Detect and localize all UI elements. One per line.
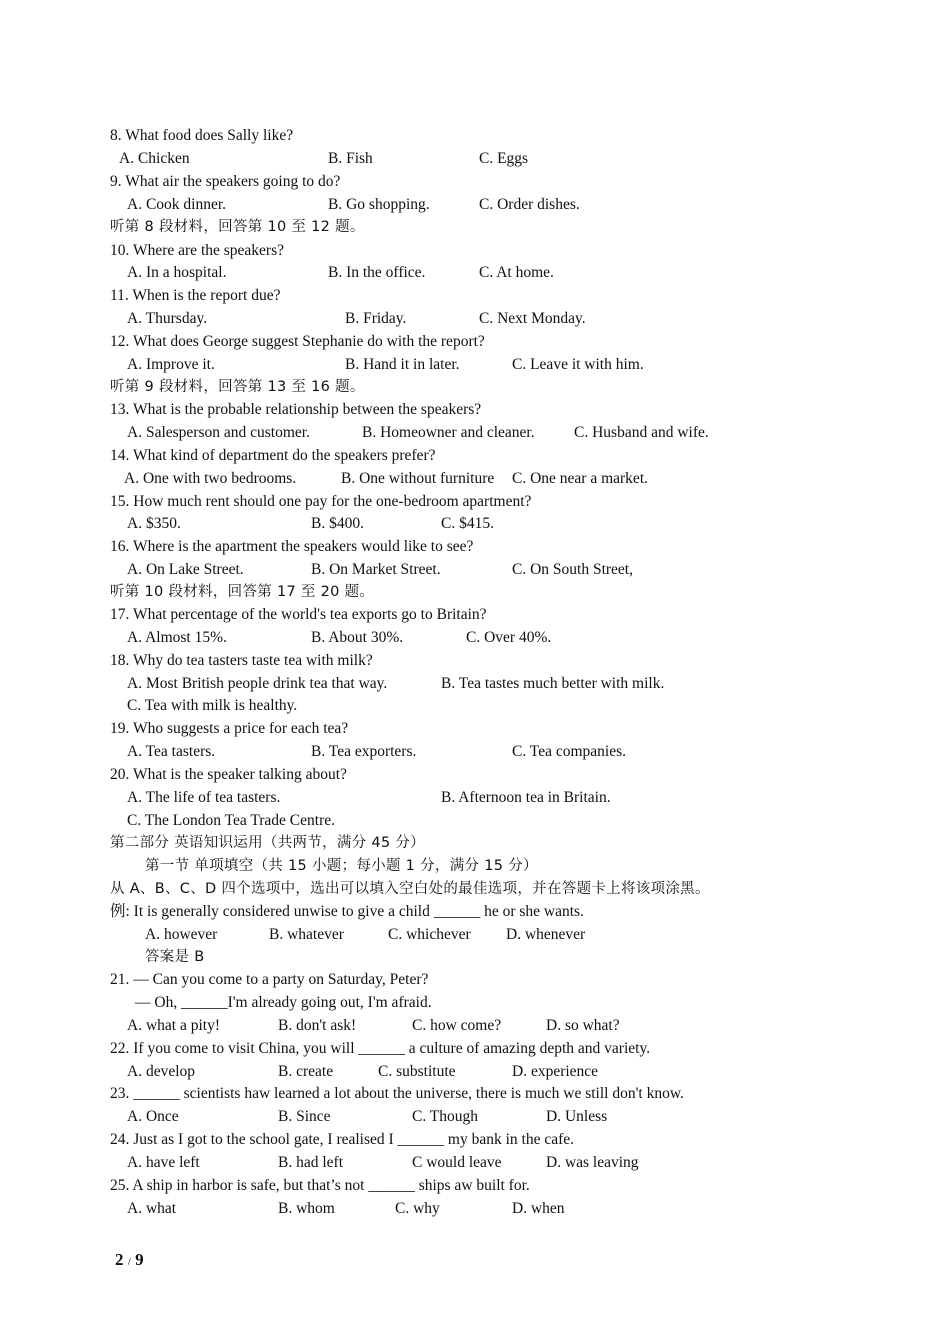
- question-23-option-d: D. Unless: [546, 1108, 608, 1125]
- question-14-option-a: A. One with two bedrooms.: [124, 470, 297, 487]
- question-8-option-c: C. Eggs: [479, 150, 529, 167]
- question-24-stem: 24. Just as I got to the school gate, I realised I ______ my bank in the cafe.: [110, 1131, 575, 1148]
- part-2-section-1-title: 第一节 单项填空（共 15 小题；每小题 1 分，满分 15 分）: [145, 858, 538, 874]
- question-16-option-b: B. On Market Street.: [311, 561, 441, 578]
- question-21-stem: 21. — Can you come to a party on Saturday, Peter?: [110, 971, 429, 988]
- question-19-option-c: C. Tea companies.: [512, 743, 626, 760]
- question-20-option-b: B. Afternoon tea in Britain.: [441, 789, 611, 806]
- question-23-option-a: A. Once: [127, 1108, 179, 1125]
- question-17-option-a: A. Almost 15%.: [127, 629, 227, 646]
- question-9-option-b: B. Go shopping.: [328, 196, 430, 213]
- question-11-option-c: C. Next Monday.: [479, 310, 586, 327]
- question-21-option-d: D. so what?: [546, 1017, 620, 1034]
- question-24-option-c: C would leave: [412, 1154, 502, 1171]
- question-8-option-b: B. Fish: [328, 150, 373, 167]
- question-10-option-b: B. In the office.: [328, 264, 426, 281]
- section-heading-8: 听第 8 段材料，回答第 10 至 12 题。: [110, 219, 365, 235]
- question-17-option-c: C. Over 40%.: [466, 629, 552, 646]
- question-13-option-a: A. Salesperson and customer.: [127, 424, 310, 441]
- question-20-option-c: C. The London Tea Trade Centre.: [127, 812, 335, 829]
- question-22-option-b: B. create: [278, 1063, 334, 1080]
- question-21-stem-reply: — Oh, ______I'm already going out, I'm afraid.: [135, 994, 432, 1011]
- question-19-option-b: B. Tea exporters.: [311, 743, 417, 760]
- question-23-option-c: C. Though: [412, 1108, 479, 1125]
- page-number: [115, 1250, 144, 1270]
- question-20-stem: 20. What is the speaker talking about?: [110, 766, 347, 783]
- question-20-option-a: A. The life of tea tasters.: [127, 789, 281, 806]
- section-heading-9: 听第 9 段材料，回答第 13 至 16 题。: [110, 379, 365, 395]
- example-option-a: A. however: [145, 926, 218, 943]
- question-22-option-d: D. experience: [512, 1063, 599, 1080]
- question-16-stem: 16. Where is the apartment the speakers would like to see?: [110, 538, 474, 555]
- example-option-d: D. whenever: [506, 926, 586, 943]
- question-9-option-a: A. Cook dinner.: [127, 196, 227, 213]
- question-12-option-a: A. Improve it.: [127, 356, 215, 373]
- question-12-option-c: C. Leave it with him.: [512, 356, 644, 373]
- question-10-option-c: C. At home.: [479, 264, 554, 281]
- question-9-option-c: C. Order dishes.: [479, 196, 580, 213]
- question-23-stem: 23. ______ scientists haw learned a lot about the universe, there is much we still don't know.: [110, 1085, 684, 1102]
- question-15-stem: 15. How much rent should one pay for the one-bedroom apartment?: [110, 493, 532, 510]
- question-14-option-b: B. One without furniture: [341, 470, 495, 487]
- page-current: 2: [115, 1250, 124, 1269]
- question-18-option-c: C. Tea with milk is healthy.: [127, 697, 298, 714]
- question-21-option-b: B. don't ask!: [278, 1017, 357, 1034]
- question-11-option-b: B. Friday.: [345, 310, 407, 327]
- example-option-b: B. whatever: [269, 926, 344, 943]
- question-25-stem: 25. A ship in harbor is safe, but that’s not ______ ships aw built for.: [110, 1177, 530, 1194]
- part-2-instruction: 从 A、B、C、D 四个选项中，选出可以填入空白处的最佳选项，并在答题卡上将该项涂黑。: [110, 881, 710, 897]
- question-24-option-b: B. had left: [278, 1154, 343, 1171]
- question-14-option-c: C. One near a market.: [512, 470, 648, 487]
- question-21-option-a: A. what a pity!: [127, 1017, 220, 1034]
- page-separator: /: [127, 1256, 131, 1268]
- question-25-option-d: D. when: [512, 1200, 565, 1217]
- question-23-option-b: B. Since: [278, 1108, 331, 1125]
- question-12-stem: 12. What does George suggest Stephanie do with the report?: [110, 333, 485, 350]
- question-13-option-b: B. Homeowner and cleaner.: [362, 424, 535, 441]
- question-11-stem: 11. When is the report due?: [110, 287, 281, 304]
- question-18-option-a: A. Most British people drink tea that way.: [127, 675, 388, 692]
- question-24-option-d: D. was leaving: [546, 1154, 639, 1171]
- page-total: 9: [135, 1250, 144, 1269]
- question-17-option-b: B. About 30%.: [311, 629, 404, 646]
- question-15-option-b: B. $400.: [311, 515, 364, 532]
- question-16-option-a: A. On Lake Street.: [127, 561, 244, 578]
- question-18-stem: 18. Why do tea tasters taste tea with milk?: [110, 652, 373, 669]
- question-12-option-b: B. Hand it in later.: [345, 356, 460, 373]
- example-stem: 例: It is generally considered unwise to give a child ______ he or she wants.: [110, 903, 584, 920]
- question-19-stem: 19. Who suggests a price for each tea?: [110, 720, 349, 737]
- question-17-stem: 17. What percentage of the world's tea exports go to Britain?: [110, 606, 487, 623]
- question-25-option-c: C. why: [395, 1200, 440, 1217]
- question-13-option-c: C. Husband and wife.: [574, 424, 709, 441]
- question-9-stem: 9. What air the speakers going to do?: [110, 173, 341, 190]
- question-19-option-a: A. Tea tasters.: [127, 743, 216, 760]
- question-25-option-b: B. whom: [278, 1200, 335, 1217]
- part-2-title: 第二部分 英语知识运用（共两节，满分 45 分）: [110, 835, 425, 851]
- question-10-option-a: A. In a hospital.: [127, 264, 227, 281]
- question-11-option-a: A. Thursday.: [127, 310, 208, 327]
- question-25-option-a: A. what: [127, 1200, 177, 1217]
- section-heading-10: 听第 10 段材料，回答第 17 至 20 题。: [110, 584, 375, 600]
- question-14-stem: 14. What kind of department do the speakers prefer?: [110, 447, 436, 464]
- question-8-option-a: A. Chicken: [119, 150, 190, 167]
- question-22-option-a: A. develop: [127, 1063, 196, 1080]
- question-24-option-a: A. have left: [127, 1154, 200, 1171]
- example-answer: 答案是 B: [145, 949, 205, 965]
- example-option-c: C. whichever: [388, 926, 471, 943]
- question-15-option-a: A. $350.: [127, 515, 181, 532]
- question-21-option-c: C. how come?: [412, 1017, 502, 1034]
- question-15-option-c: C. $415.: [441, 515, 494, 532]
- question-10-stem: 10. Where are the speakers?: [110, 242, 284, 259]
- question-22-stem: 22. If you come to visit China, you will ______ a culture of amazing depth and variety.: [110, 1040, 651, 1057]
- question-16-option-c: C. On South Street,: [512, 561, 633, 578]
- question-8-stem: 8. What food does Sally like?: [110, 127, 294, 144]
- question-13-stem: 13. What is the probable relationship between the speakers?: [110, 401, 482, 418]
- question-22-option-c: C. substitute: [378, 1063, 456, 1080]
- question-18-option-b: B. Tea tastes much better with milk.: [441, 675, 665, 692]
